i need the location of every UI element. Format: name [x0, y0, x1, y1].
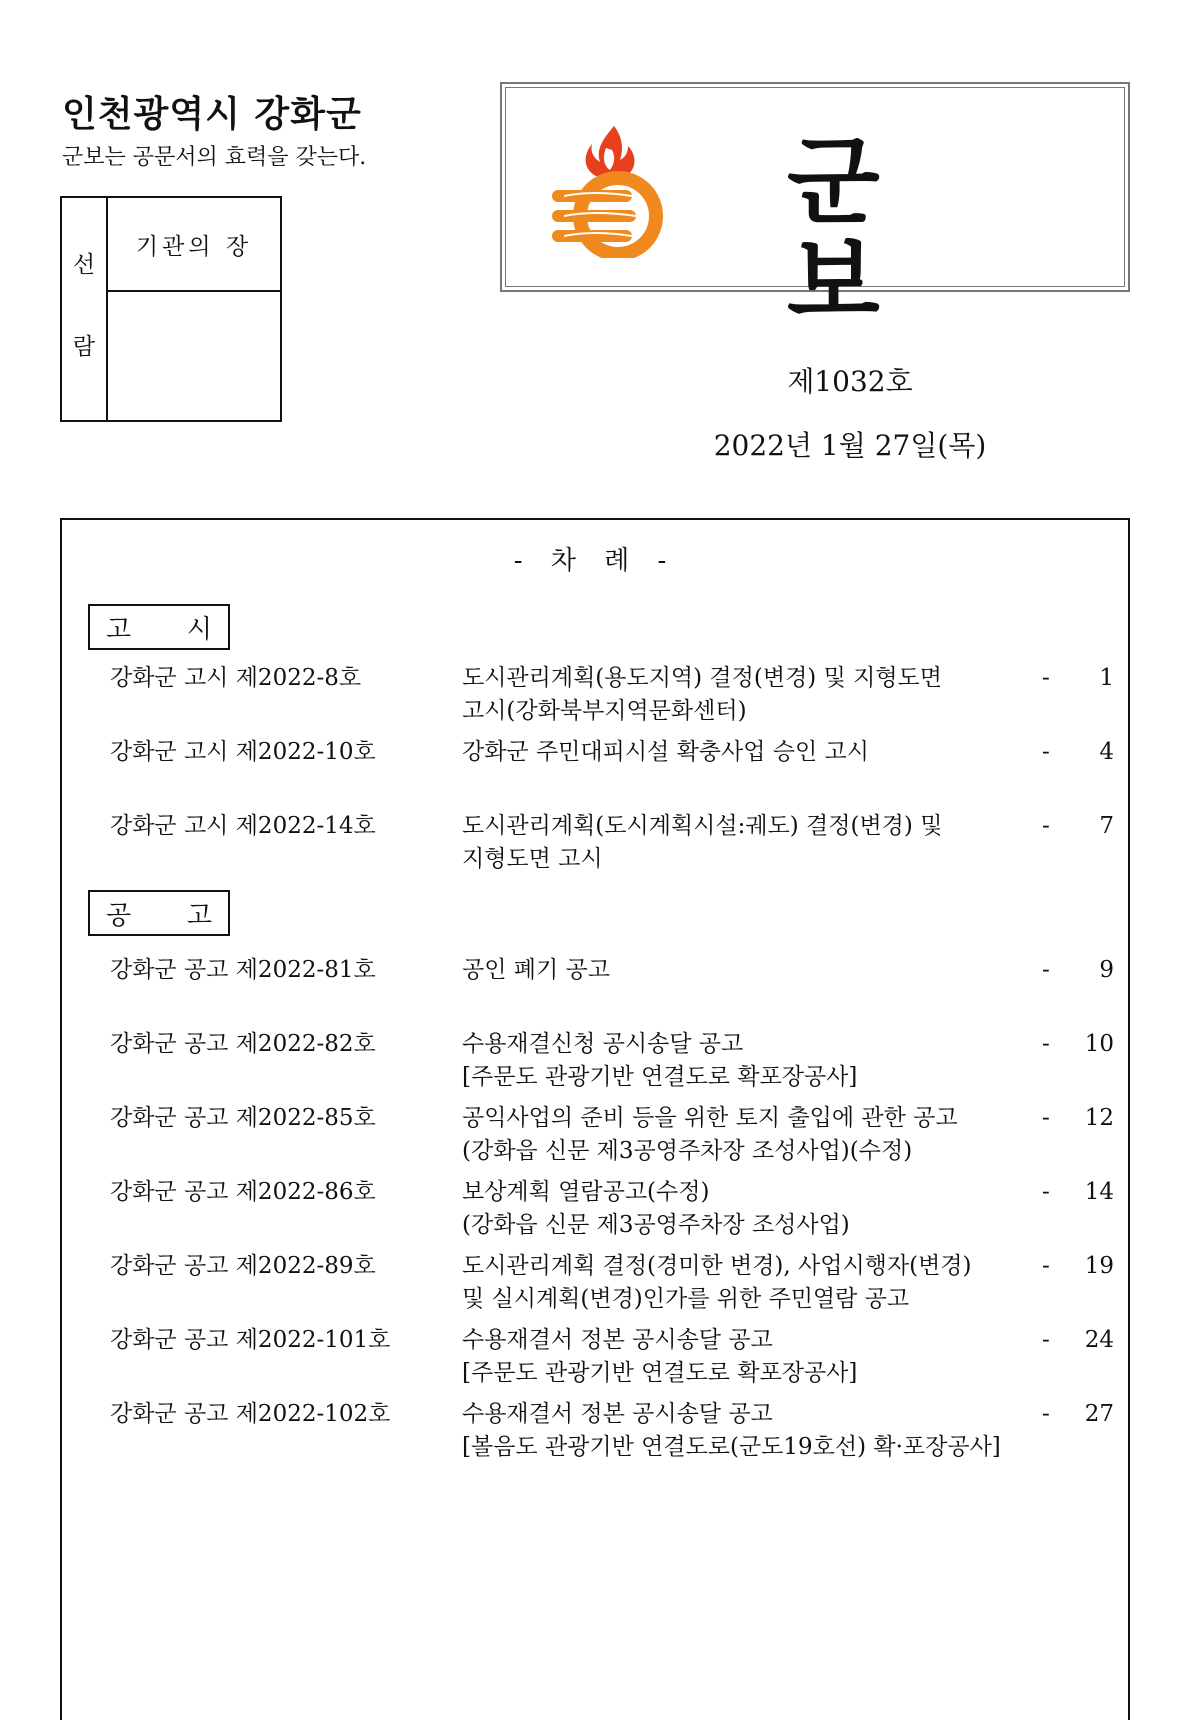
approval-side-label-top: 선: [72, 252, 96, 278]
page-number: 24: [1084, 1327, 1114, 1353]
notice-number: 강화군 고시 제2022-14호: [110, 813, 376, 839]
section-label-char: 고: [106, 614, 132, 645]
page-number: 9: [1099, 957, 1114, 983]
entry-title: 도시관리계획(용도지역) 결정(변경) 및 지형도면 고시(강화북부지역문화센터): [462, 665, 942, 724]
notice-number: 강화군 공고 제2022-89호: [110, 1253, 376, 1279]
leader-dash: -: [1042, 739, 1050, 765]
leader-dash: -: [1042, 665, 1050, 691]
page-number: 7: [1099, 813, 1114, 839]
entry-title: 수용재결서 정본 공시송달 공고 [볼음도 관광기반 연결도로(군도19호선) 확·포장공사]: [462, 1401, 1001, 1460]
leader-dash: -: [1042, 1031, 1050, 1057]
leader-dash: -: [1042, 813, 1050, 839]
leader-dash: -: [1042, 957, 1050, 983]
entry-title: 도시관리계획(도시계획시설:궤도) 결정(변경) 및 지형도면 고시: [462, 813, 943, 872]
section-header-notices: [88, 604, 230, 650]
page-number: 10: [1084, 1031, 1114, 1057]
notice-number: 강화군 공고 제2022-102호: [110, 1401, 391, 1427]
approval-side-label-bottom: 람: [72, 334, 96, 360]
entry-title: 공익사업의 준비 등을 위한 토지 출입에 관한 공고 (강화읍 신문 제3공영주차장 조성사업)(수정): [462, 1105, 958, 1164]
approval-head-label: 기관의 장: [108, 198, 280, 292]
page-number: 27: [1084, 1401, 1114, 1427]
page-number: 14: [1084, 1179, 1114, 1205]
leader-dash: -: [1042, 1401, 1050, 1427]
entry-title: 수용재결서 정본 공시송달 공고 [주문도 관광기반 연결도로 확포장공사]: [462, 1327, 858, 1386]
leader-dash: -: [1042, 1179, 1050, 1205]
page-number: 19: [1084, 1253, 1114, 1279]
entry-title: 강화군 주민대피시설 확충사업 승인 고시: [462, 739, 869, 765]
notice-number: 강화군 공고 제2022-101호: [110, 1327, 391, 1353]
masthead: [500, 82, 1130, 338]
section-label-char: 시: [186, 614, 212, 645]
entry-title: 수용재결신청 공시송달 공고 [주문도 관광기반 연결도로 확포장공사]: [462, 1031, 858, 1090]
ganghwa-emblem-icon: [544, 118, 674, 258]
notice-number: 강화군 공고 제2022-86호: [110, 1179, 376, 1205]
page-number: 4: [1099, 739, 1114, 765]
section-label-char: 고: [186, 900, 212, 931]
notice-number: 강화군 공고 제2022-85호: [110, 1105, 376, 1131]
toc-title: - 차 례 -: [513, 546, 677, 576]
notice-number: 강화군 공고 제2022-81호: [110, 957, 376, 983]
approval-box: [60, 196, 282, 422]
issue-date: 2022년 1월 27일(목): [713, 429, 987, 462]
section-header-announcements: [88, 890, 230, 936]
page-number: 1: [1099, 665, 1114, 691]
notice-number: 강화군 고시 제2022-8호: [110, 665, 362, 691]
leader-dash: -: [1042, 1105, 1050, 1131]
legal-effect-note: 군보는 공문서의 효력을 갖는다.: [62, 145, 367, 170]
table-of-contents: [60, 518, 1130, 1720]
section-label-char: 공: [106, 900, 132, 931]
entry-title: 도시관리계획 결정(경미한 변경), 사업시행자(변경) 및 실시계획(변경)인가를 위한 주민열람 공고: [462, 1253, 972, 1312]
leader-dash: -: [1042, 1253, 1050, 1279]
leader-dash: -: [1042, 1327, 1050, 1353]
notice-number: 강화군 공고 제2022-82호: [110, 1031, 376, 1057]
entry-title: 공인 폐기 공고: [462, 957, 610, 983]
organization-name: 인천광역시 강화군: [62, 94, 362, 135]
notice-number: 강화군 고시 제2022-10호: [110, 739, 376, 765]
entry-title: 보상계획 열람공고(수정) (강화읍 신문 제3공영주차장 조성사업): [462, 1179, 850, 1238]
issue-number: 제1032호: [787, 365, 913, 398]
bulletin-title: 군 보: [787, 126, 976, 338]
page-number: 12: [1084, 1105, 1114, 1131]
approval-side-column: [62, 198, 108, 420]
